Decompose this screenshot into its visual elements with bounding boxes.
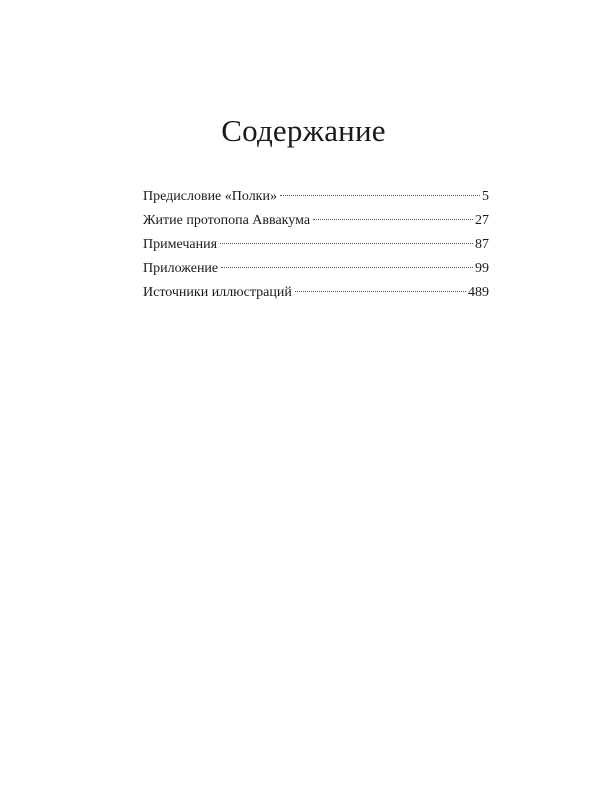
toc-entry-label: Предисловие «Полки»	[143, 189, 277, 204]
dot-leader	[295, 291, 466, 292]
page-title: Содержание	[221, 113, 386, 148]
toc-entry-page: 87	[475, 237, 489, 252]
dot-leader	[280, 195, 480, 196]
toc-entry-notes	[143, 233, 489, 257]
toc-entry-page: 5	[482, 189, 489, 204]
toc-entry-label: Приложение	[143, 261, 219, 276]
toc-entry-preface	[143, 185, 489, 209]
dot-leader	[220, 243, 473, 244]
toc-entry-illustration-sources	[143, 281, 489, 305]
toc-entry-label: Житие протопопа Аввакума	[143, 213, 311, 228]
dot-leader	[221, 267, 473, 268]
toc-entry-page: 99	[475, 261, 489, 276]
toc-entry-label: Примечания	[143, 237, 218, 252]
toc-entry-appendix	[143, 257, 489, 281]
toc-entry-life	[143, 209, 489, 233]
toc-entry-label: Источники иллюстраций	[143, 285, 292, 300]
dot-leader	[313, 219, 473, 220]
toc-entry-page: 489	[468, 285, 489, 300]
table-of-contents	[143, 185, 489, 305]
toc-entry-page: 27	[475, 213, 489, 228]
